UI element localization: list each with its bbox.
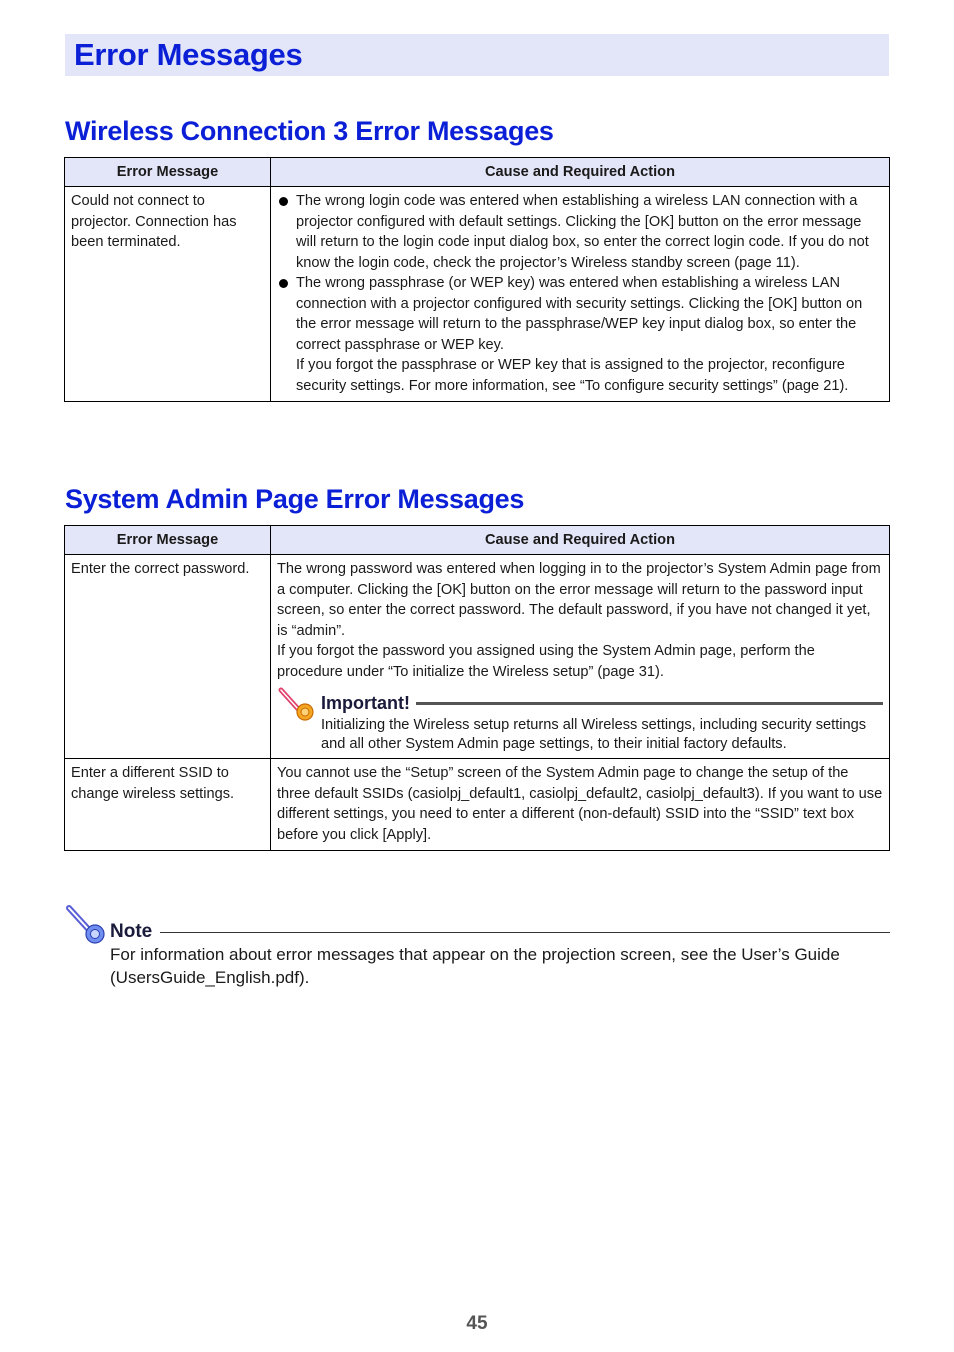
important-divider: [416, 702, 883, 705]
bullet-text: The wrong passphrase (or WEP key) was entered when establishing a wireless LAN connection with a projector configured with security settings. Clicking the [OK] button on the error message will return to the passphrase/WEP key input dialog box, so enter the correct passphrase or WEP key.: [296, 275, 863, 353]
note-header: [110, 921, 890, 943]
table-row: [65, 759, 890, 851]
section-title-system-admin: System Admin Page Error Messages: [65, 484, 525, 514]
bullet-text: The wrong login code was entered when establishing a wireless LAN connection with a projector configured with default settings. Clicking the [OK] button on the error message will return to the login code input dialog box, so enter the correct login code. If you do not know the login code, check the projector’s Wireless standby screen (page 11).: [296, 193, 869, 271]
note-label: Note: [110, 921, 153, 942]
error-message-cell: Enter the correct password.: [65, 555, 271, 759]
action-text: The wrong password was entered when logging in to the projector’s System Admin page from a computer. Clicking the [OK] button on the error message will return to the password input screen, so enter the correct password. The default password, if you have not changed it yet, is “admin”.: [277, 561, 881, 639]
page-title-bar: [65, 34, 889, 76]
column-header-error-message: Error Message: [65, 158, 271, 187]
important-header: [321, 690, 883, 716]
important-callout: [277, 690, 883, 753]
error-message-cell: Enter a different SSID to change wireless settings.: [65, 759, 271, 851]
action-text-secondary: If you forgot the password you assigned using the System Admin page, perform the procedure under “To initialize the Wireless setup” (page 31).: [277, 643, 815, 680]
section-title-wireless: Wireless Connection 3 Error Messages: [65, 116, 554, 146]
important-label: Important!: [321, 692, 410, 713]
list-item: [277, 273, 883, 396]
cause-action-cell: [271, 187, 890, 402]
table-header-row: [65, 526, 890, 555]
cause-action-cell: You cannot use the “Setup” screen of the System Admin page to change the setup of the three default SSIDs (casiolpj_default1, casiolpj_default2, casiolpj_default3). If you want to use different settings, you need to enter a different (non-default) SSID into the “SSID” text box before you click [Apply].: [271, 759, 890, 851]
note-divider: [160, 932, 890, 933]
page-number: 45: [466, 1313, 488, 1334]
table-row: [65, 187, 890, 402]
table-header-row: [65, 158, 890, 187]
note-text: For information about error messages that appear on the projection screen, see the User’s Guide (UsersGuide_English.pdf).: [110, 945, 840, 987]
column-header-cause-action: Cause and Required Action: [271, 158, 890, 187]
table-row: [65, 555, 890, 759]
note-pencil-icon: [66, 905, 106, 945]
list-item: [277, 191, 883, 273]
important-pen-icon: [277, 686, 317, 722]
bullet-icon: [279, 197, 288, 206]
cause-bullet-list: [277, 191, 883, 396]
bullet-icon: [279, 279, 288, 288]
error-message-cell: Could not connect to projector. Connection has been terminated.: [65, 187, 271, 402]
column-header-cause-action: Cause and Required Action: [271, 526, 890, 555]
cause-action-cell: [271, 555, 890, 759]
important-text: Initializing the Wireless setup returns all Wireless settings, including security settings and all other System Admin page settings, to their initial factory defaults.: [321, 717, 867, 752]
bullet-followup-text: If you forgot the passphrase or WEP key that is assigned to the projector, reconfigure security settings. For more information, see “To configure security settings” (page 21).: [296, 357, 849, 394]
system-admin-error-table: [64, 525, 890, 851]
wireless-error-table: [64, 157, 890, 402]
column-header-error-message: Error Message: [65, 526, 271, 555]
page-title: Error Messages: [74, 37, 303, 72]
